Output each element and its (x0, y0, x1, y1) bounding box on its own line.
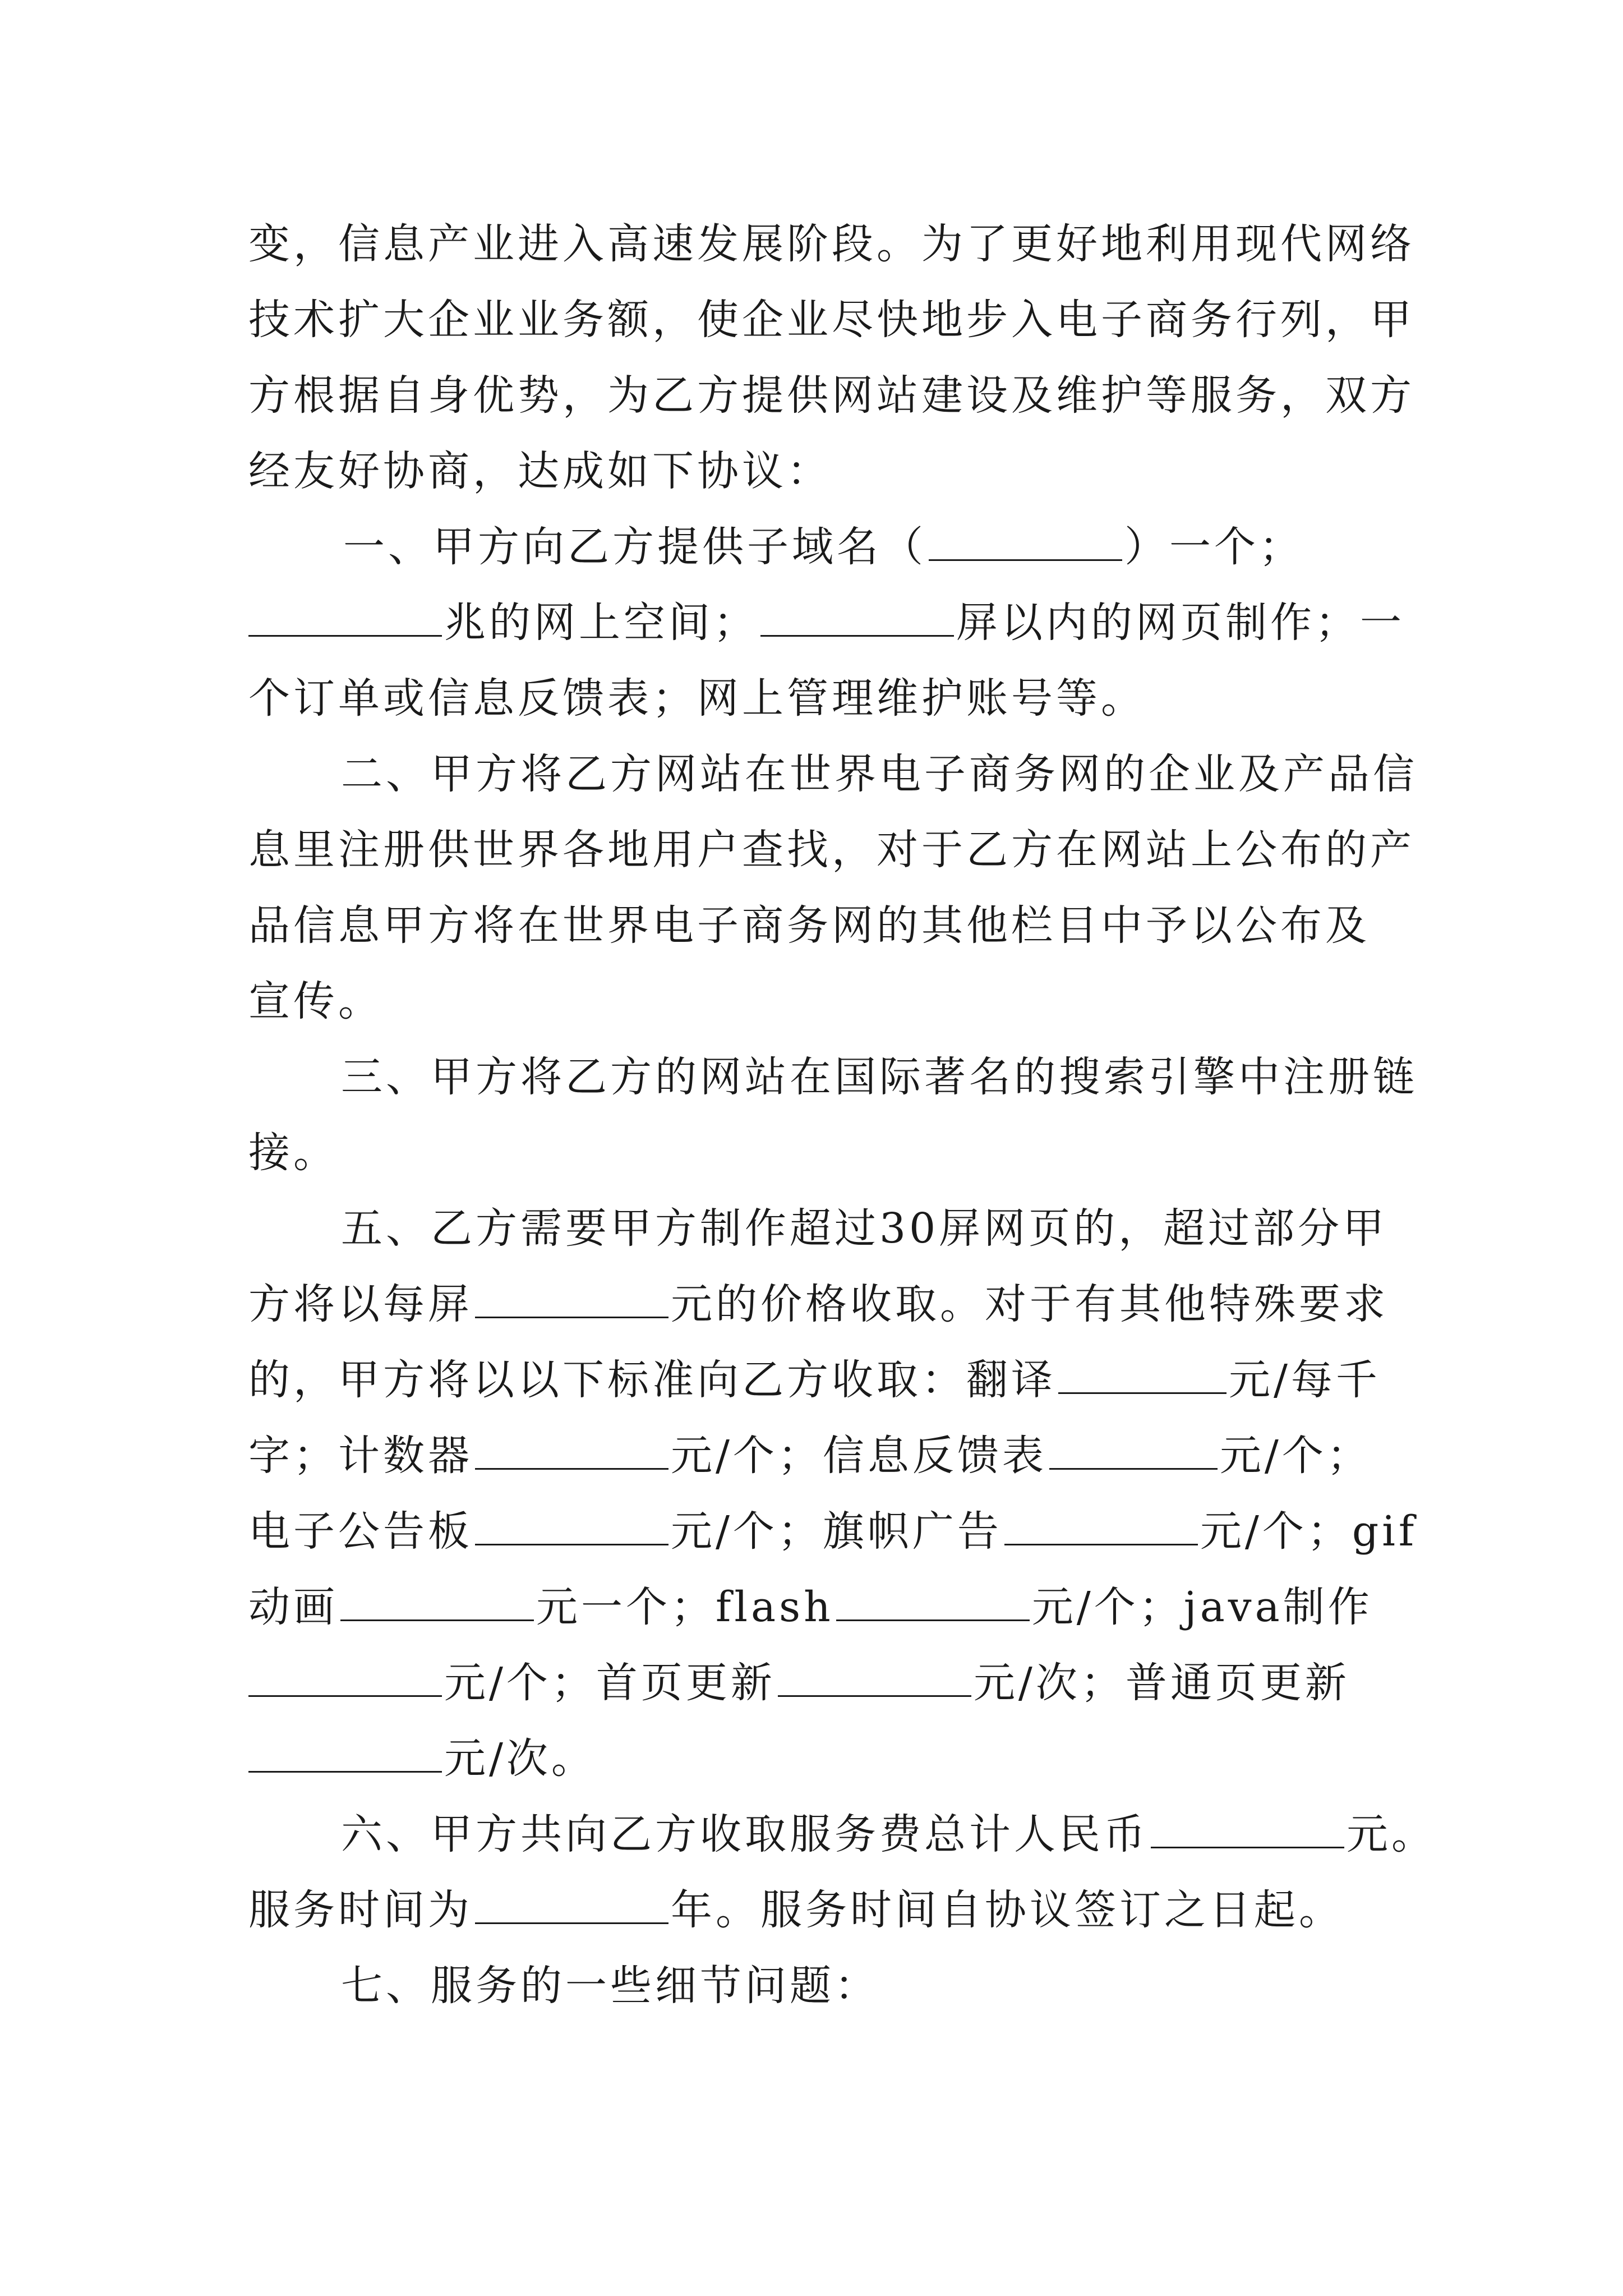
clause-3-line: 三、甲方将乙方的网站在国际著名的搜索引擎中注册链 (341, 1053, 1418, 1101)
clause-5-line-2 (248, 1276, 1389, 1332)
clause-text: 电子公告板 (248, 1507, 473, 1556)
clause-text: 元/个；java制作 (1031, 1583, 1373, 1631)
clause-2-line: 二、甲方将乙方网站在世界电子商务网的企业及产品信 (341, 750, 1418, 798)
fill-blank (760, 601, 954, 637)
clause-5-line-8 (248, 1731, 596, 1787)
fill-blank (248, 1662, 442, 1697)
fill-blank (1004, 1510, 1198, 1545)
clause-2-line: 品信息甲方将在世界电子商务网的其他栏目中予以公布及 (248, 901, 1370, 950)
clause-text: 方将以每屏 (248, 1280, 473, 1328)
fill-blank (778, 1662, 971, 1697)
fill-blank (248, 1737, 442, 1773)
fill-blank (475, 1889, 668, 1924)
fill-blank (340, 1586, 534, 1621)
clause-text: 元/个；信息反馈表 (671, 1432, 1047, 1480)
clause-text: ）一个； (1124, 523, 1304, 571)
clause-text: 元。 (1347, 1810, 1436, 1858)
fill-blank (1151, 1813, 1344, 1848)
clause-text: 的，甲方将以以下标准向乙方收取：翻译 (248, 1356, 1056, 1404)
clause-text: 元的价格收取。对于有其他特殊要求 (671, 1280, 1389, 1328)
clause-text: 元/个；首页更新 (444, 1659, 776, 1707)
clause-6-line-2 (248, 1882, 1344, 1938)
fill-blank (475, 1283, 668, 1318)
clause-text: 元一个；flash (536, 1583, 834, 1631)
clause-5-line-1: 五、乙方需要甲方制作超过30屏网页的，超过部分甲 (341, 1204, 1388, 1253)
fill-blank (475, 1510, 668, 1545)
clause-5-line-3 (248, 1352, 1381, 1408)
clause-text: 元/个；gif (1200, 1507, 1418, 1556)
clause-1-line-3: 个订单或信息反馈表；网上管理维护账号等。 (248, 674, 1146, 723)
paragraph-line: 变，信息产业进入高速发展阶段。为了更好地利用现代网络 (248, 220, 1415, 268)
clause-7-line: 七、服务的一些细节问题： (341, 1962, 879, 2010)
clause-text: 服务时间为 (248, 1886, 473, 1934)
clause-2-line: 息里注册供世界各地用户查找，对于乙方在网站上公布的产 (248, 826, 1415, 874)
clause-text: 一、甲方向乙方提供子域名（ (343, 523, 926, 571)
clause-text: 动画 (248, 1583, 338, 1631)
paragraph-line: 经友好协商，达成如下协议： (248, 447, 832, 495)
fill-blank (248, 601, 442, 637)
clause-text: 元/个；旗帜广告 (671, 1507, 1002, 1556)
fill-blank (475, 1434, 668, 1470)
clause-6-line-1 (341, 1806, 1436, 1862)
clause-text: 元/每千 (1229, 1356, 1381, 1404)
clause-text: 年。服务时间自协议签订之日起。 (671, 1886, 1344, 1934)
fill-blank (929, 526, 1122, 561)
clause-1-line-1 (343, 519, 1304, 575)
clause-text: 元/次；普通页更新 (973, 1659, 1350, 1707)
clause-text: 元/个； (1219, 1432, 1372, 1480)
fill-blank (1049, 1434, 1218, 1470)
clause-2-line: 宣传。 (248, 977, 383, 1025)
paragraph-line: 方根据自身优势，为乙方提供网站建设及维护等服务，双方 (248, 371, 1415, 420)
fill-blank (836, 1586, 1030, 1621)
clause-5-line-4 (248, 1428, 1372, 1484)
clause-text: 屏以内的网页制作；一 (956, 599, 1405, 647)
clause-5-line-5 (248, 1503, 1417, 1559)
fill-blank (1058, 1359, 1227, 1394)
clause-text: 兆的网上空间； (444, 599, 758, 647)
clause-5-line-6 (248, 1579, 1373, 1635)
clause-text: 字；计数器 (248, 1432, 473, 1480)
clause-5-line-7 (248, 1655, 1350, 1711)
clause-text: 元/次。 (444, 1734, 596, 1783)
clause-text: 六、甲方共向乙方收取服务费总计人民币 (341, 1810, 1149, 1858)
clause-1-line-2 (248, 595, 1405, 651)
paragraph-line: 技术扩大企业业务额，使企业尽快地步入电子商务行列，甲 (248, 296, 1415, 344)
clause-3-line: 接。 (248, 1129, 338, 1177)
